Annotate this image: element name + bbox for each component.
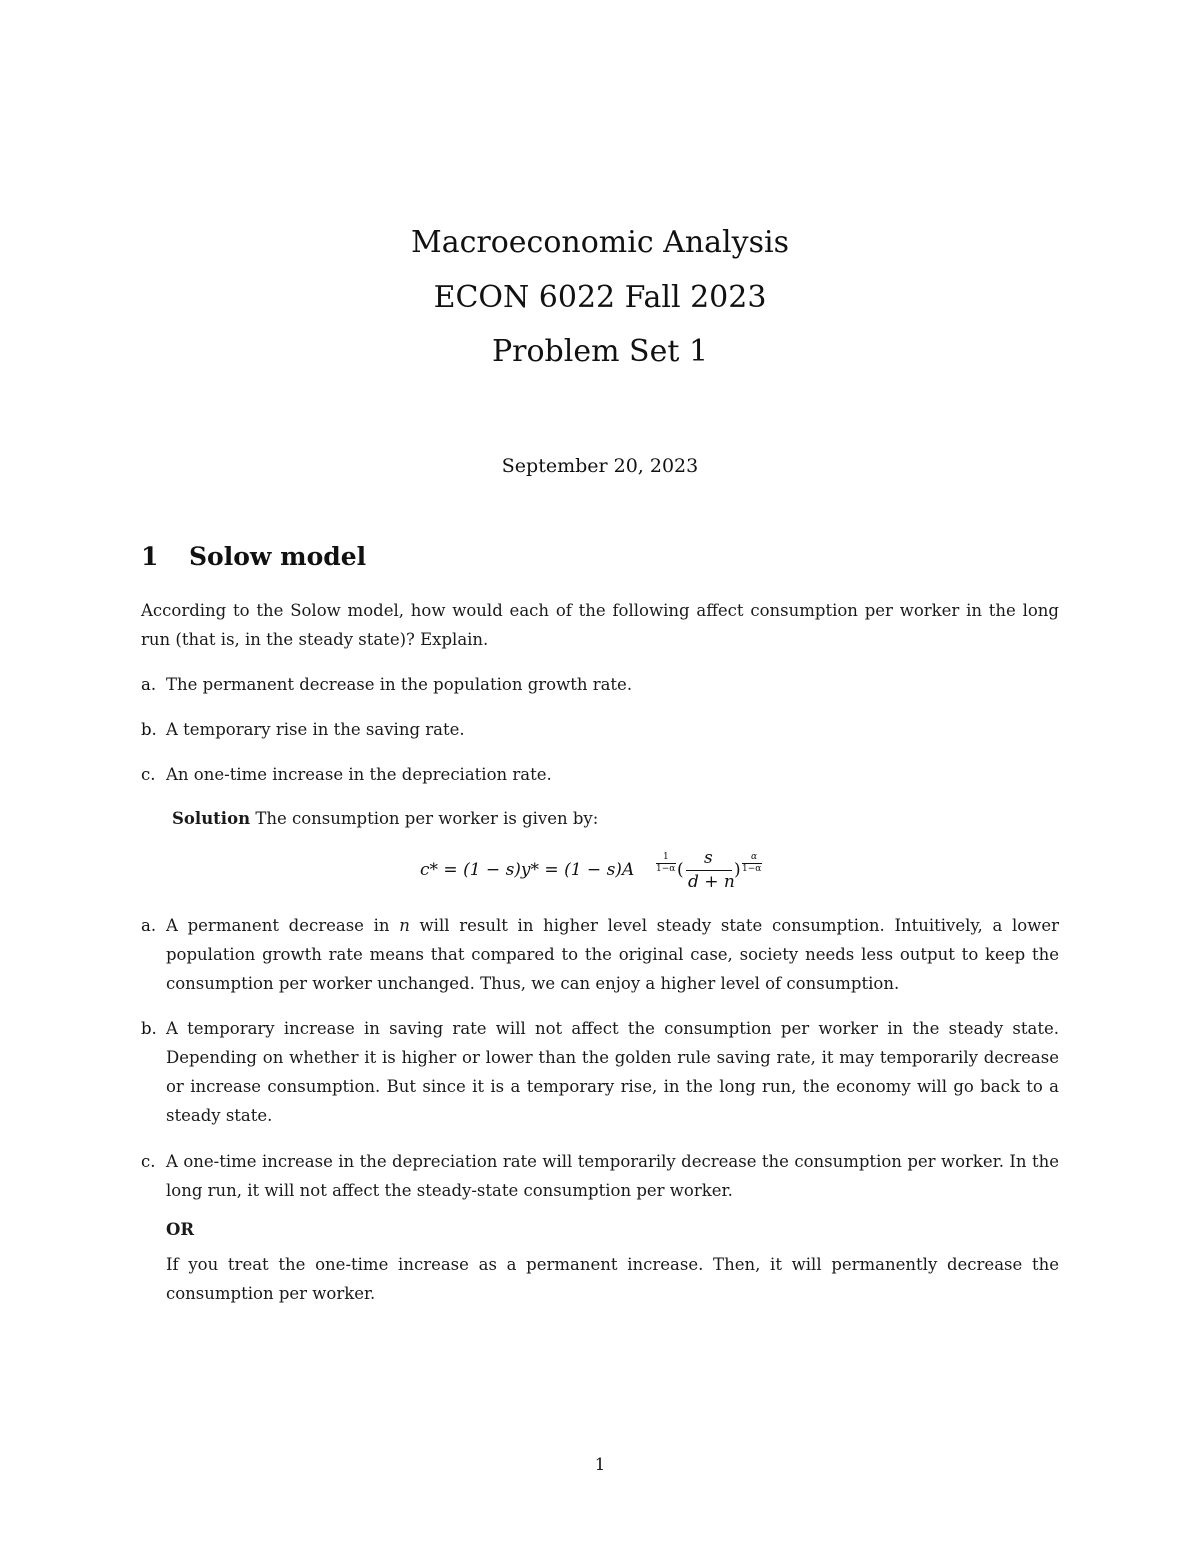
equation-open-paren: (: [677, 860, 684, 880]
or-label: OR: [166, 1220, 195, 1239]
answer-b-letter: b.: [141, 1019, 157, 1038]
equation-frac-bar: [686, 870, 732, 871]
equation-exp1-den: 1−α: [656, 864, 676, 874]
document-title: Macroeconomic Analysis: [411, 225, 789, 260]
course-code: ECON 6022 Fall 2023: [433, 280, 767, 315]
answer-c-letter: c.: [141, 1152, 156, 1171]
section-intro: According to the Solow model, how would each of the following affect consumption per worker in the long run (that is, in the steady state)? Explain.: [141, 601, 1059, 649]
answer-a-letter: a.: [141, 916, 157, 935]
equation-close-paren: ): [734, 860, 741, 880]
equation-frac-num: s: [704, 848, 713, 868]
equation-lhs: c* = (1 − s)y* = (1 − s)A: [420, 860, 635, 880]
section-title: Solow model: [189, 542, 367, 571]
question-c-letter: c.: [141, 765, 156, 784]
question-a: The permanent decrease in the population growth rate.: [166, 675, 633, 694]
question-b-letter: b.: [141, 720, 157, 739]
page-number: 1: [594, 1455, 606, 1474]
question-a-letter: a.: [141, 675, 157, 694]
equation-frac-den: d + n: [688, 872, 735, 892]
document-date: September 20, 2023: [501, 455, 699, 477]
answer-b: A temporary increase in saving rate will not affect the consumption per worker in the steady state. Depending on whether it is higher or lower than the golden rule saving rate, it may temporarily decrease or increase consumption. But since it is a temporary rise, in the long run, the economy will go back to a steady state.: [166, 1019, 1059, 1125]
equation-exp2-num: α: [751, 852, 758, 862]
equation-exp2-den: 1−α: [742, 864, 762, 874]
answer-a: A permanent decrease in n will result in higher level steady state consumption. Intuitively, a lower population growth rate means that compared to the original case, society needs less output to keep the consumption per worker unchanged. Thus, we can enjoy a higher level of consumption.: [166, 916, 1059, 993]
consumption-equation: [420, 846, 780, 896]
solution-intro-line: [172, 804, 1059, 833]
question-c: An one-time increase in the depreciation rate.: [166, 765, 552, 784]
solution-label: Solution: [172, 809, 251, 828]
section-number: 1: [141, 542, 159, 571]
answer-c-alternative: If you treat the one-time increase as a permanent increase. Then, it will permanently decrease the consumption per worker.: [166, 1255, 1059, 1303]
question-b: A temporary rise in the saving rate.: [166, 720, 465, 739]
equation-exp1-num: 1: [663, 852, 669, 862]
solution-intro: The consumption per worker is given by:: [255, 809, 599, 828]
answer-c: A one-time increase in the depreciation rate will temporarily decrease the consumption per worker. In the long run, it will not affect the steady-state consumption per worker.: [166, 1152, 1059, 1200]
problem-set-title: Problem Set 1: [491, 334, 709, 369]
